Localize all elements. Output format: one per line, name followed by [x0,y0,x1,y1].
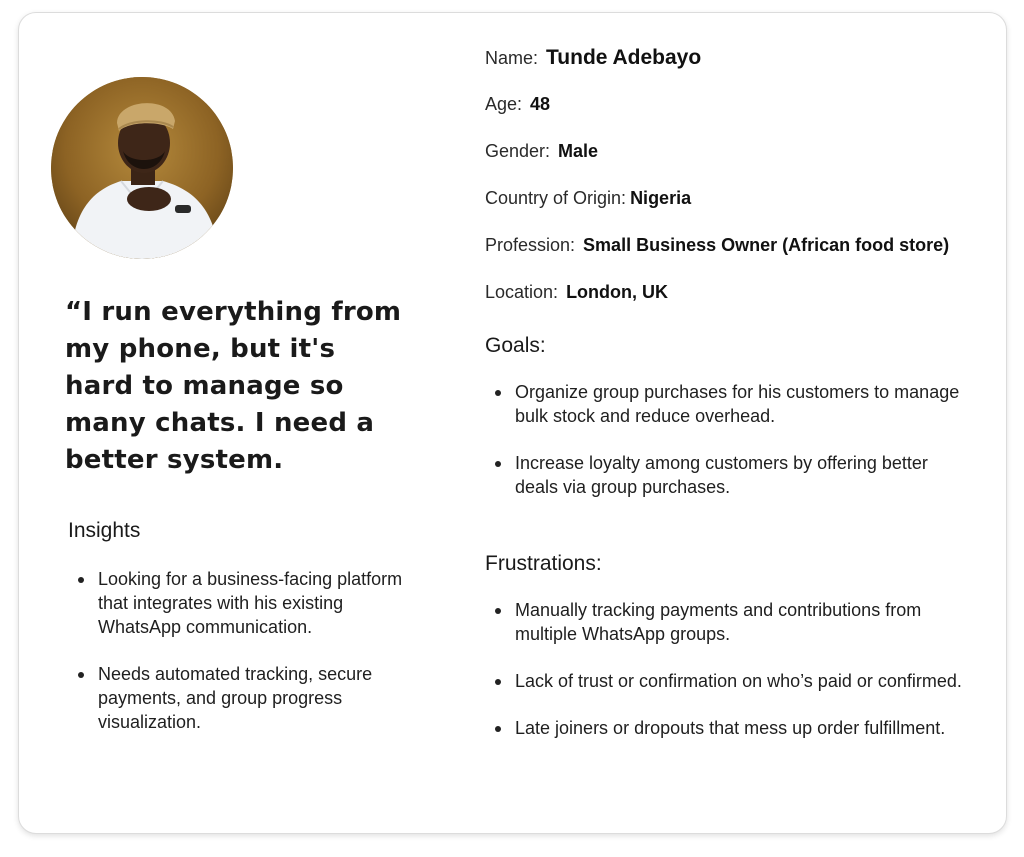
country-value: Nigeria [630,188,692,208]
list-item: Needs automated tracking, secure payments, and group progress visualization. [68,662,408,734]
goals-title: Goals: [485,334,546,357]
profession-row [485,235,949,256]
goals-list [485,380,965,522]
list-item: Manually tracking payments and contributions from multiple WhatsApp groups. [485,598,965,646]
list-item: Late joiners or dropouts that mess up order fulfillment. [485,716,965,740]
profession-value: Small Business Owner (African food store) [583,235,950,255]
location-label: Location: [485,282,559,302]
country-label: Country of Origin: [485,188,627,208]
location-row [485,282,668,303]
profession-label: Profession: [485,235,576,255]
gender-label: Gender: [485,141,551,161]
gender-value: Male [558,141,599,161]
name-row [485,46,701,70]
list-item: Increase loyalty among customers by offering better deals via group purchases. [485,451,965,499]
persona-quote: “I run everything from my phone, but it's hard to manage so many chats. I need a better system. [65,297,402,475]
avatar-photo [51,77,233,259]
frustrations-list [485,598,965,763]
list-item: Lack of trust or confirmation on who’s paid or confirmed. [485,669,965,693]
insights-list [68,567,408,757]
frustrations-title: Frustrations: [485,552,602,575]
country-row [485,188,691,209]
insights-title: Insights [68,519,141,542]
location-value: London, UK [566,282,669,302]
age-label: Age: [485,94,523,114]
age-value: 48 [530,94,551,114]
gender-row [485,141,598,162]
avatar [51,77,233,259]
list-item: Looking for a business-facing platform that integrates with his existing WhatsApp communication. [68,567,408,639]
name-label: Name: [485,48,539,68]
name-value: Tunde Adebayo [546,46,702,69]
age-row [485,94,550,115]
list-item: Organize group purchases for his customers to manage bulk stock and reduce overhead. [485,380,965,428]
